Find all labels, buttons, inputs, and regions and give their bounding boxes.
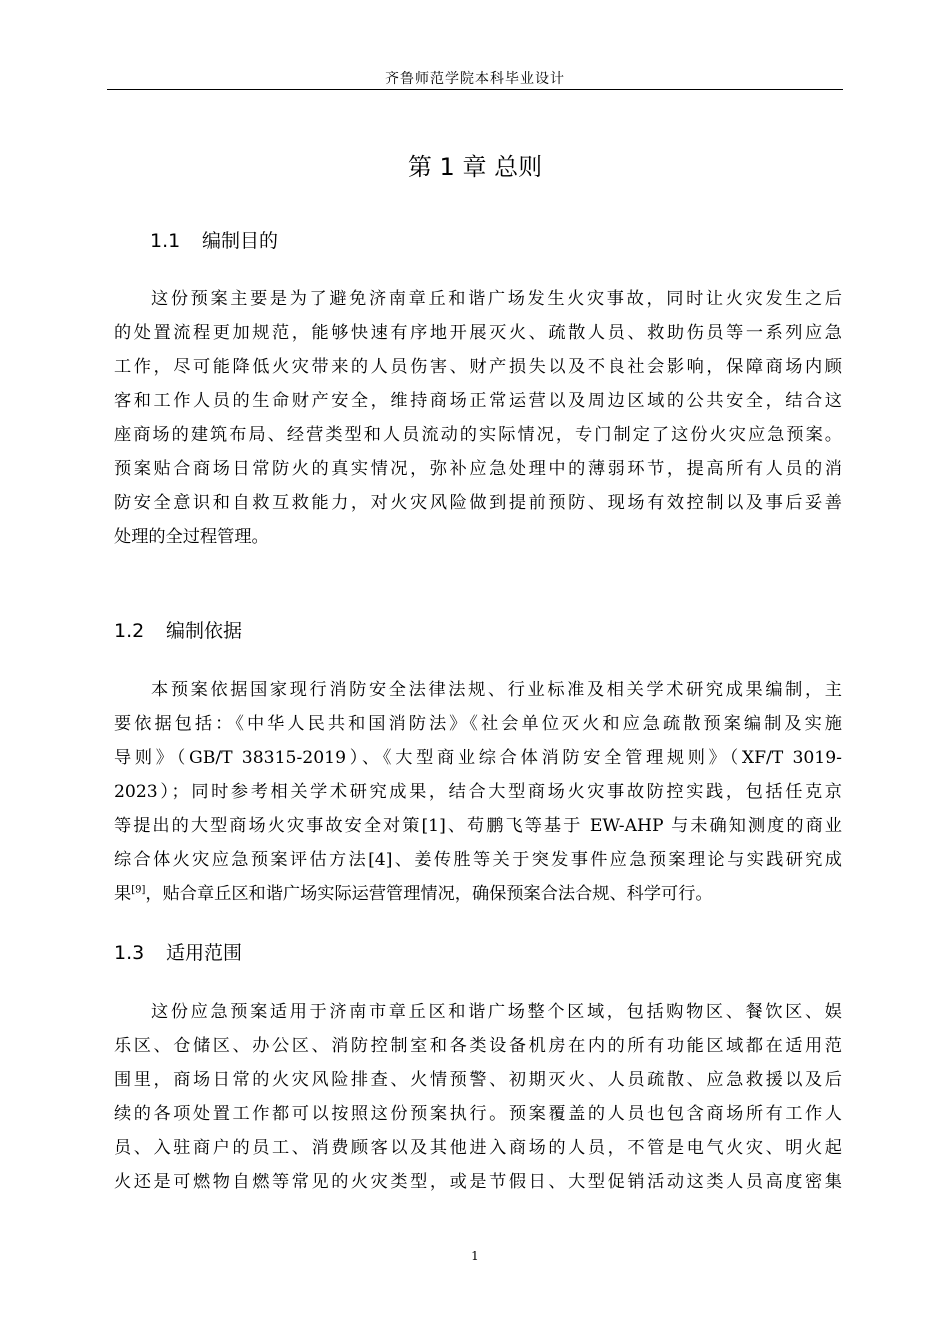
- text-line: 续的各项处置工作都可以按照这份预案执行。预案覆盖的人员也包含商场所有工作人: [114, 1104, 842, 1124]
- text-line: 防安全意识和自救互救能力，对火灾风险做到提前预防、现场有效控制以及事后妥善: [114, 493, 842, 513]
- page-number: 1: [471, 1249, 479, 1263]
- text-line: 员、入驻商户的员工、消费顾客以及其他进入商场的人员，不管是电气火灾、明火起: [114, 1138, 842, 1158]
- section-heading-1-3: [114, 938, 242, 965]
- text-line: 等提出的大型商场火灾事故安全对策[1]、苟鹏飞等基于 EW-AHP 与未确知测度的商业: [114, 816, 842, 836]
- text-line: 这份应急预案适用于济南市章丘区和谐广场整个区域，包括购物区、餐饮区、娱: [151, 1002, 842, 1022]
- text-line: 的处置流程更加规范，能够快速有序地开展灭火、疏散人员、救助伤员等一系列应急: [114, 323, 842, 343]
- text-line: 处理的全过程管理。: [114, 527, 269, 547]
- paragraph-basis: [114, 673, 842, 911]
- text-fragment: 果: [114, 884, 132, 904]
- text-line: 综合体火灾应急预案评估方法[4]、姜传胜等关于突发事件应急预案理论与实践研究成: [114, 850, 842, 870]
- text-line: 围里，商场日常的火灾风险排查、火情预警、初期灭火、人员疏散、应急救援以及后: [114, 1070, 842, 1090]
- section-heading-1-2: [114, 616, 242, 643]
- text-line: 客和工作人员的生命财产安全，维持商场正常运营以及周边区域的公共安全，结合这: [114, 391, 842, 411]
- header-rule: [107, 89, 843, 90]
- section-number: 1.1: [150, 230, 181, 252]
- text-line: 座商场的建筑布局、经营类型和人员流动的实际情况，专门制定了这份火灾应急预案。: [114, 425, 842, 445]
- section-heading-1-1: [150, 226, 278, 253]
- text-line: 火还是可燃物自燃等常见的火灾类型，或是节假日、大型促销活动这类人员高度密集: [114, 1172, 842, 1192]
- section-title: 编制目的: [202, 230, 279, 252]
- text-line: 乐区、仓储区、办公区、消防控制室和各类设备机房在内的所有功能区域都在适用范: [114, 1036, 842, 1056]
- text-line: 2023）；同时参考相关学术研究成果，结合大型商场火灾事故防控实践，包括任克京: [114, 782, 842, 802]
- text-line: 导则》（GB/T 38315-2019）、《大型商业综合体消防安全管理规则》（XF/T 3019-: [114, 748, 842, 768]
- chapter-title: 第 1 章 总则: [407, 153, 543, 181]
- section-title: 编制依据: [166, 620, 243, 642]
- section-number: 1.2: [114, 620, 145, 642]
- text-fragment: ，贴合章丘区和谐广场实际运营管理情况，确保预案合法合规、科学可行。: [145, 884, 713, 904]
- citation-superscript: [9]: [131, 884, 146, 896]
- section-number: 1.3: [114, 942, 145, 964]
- paragraph-purpose: [114, 282, 842, 554]
- text-line: 这份预案主要是为了避免济南章丘和谐广场发生火灾事故，同时让火灾发生之后: [151, 289, 842, 309]
- paragraph-scope: [114, 995, 842, 1199]
- text-line: 工作，尽可能降低火灾带来的人员伤害、财产损失以及不良社会影响，保障商场内顾: [114, 357, 842, 377]
- running-header: 齐鲁师范学院本科毕业设计: [385, 71, 565, 87]
- text-line: 预案贴合商场日常防火的真实情况，弥补应急处理中的薄弱环节，提高所有人员的消: [114, 459, 842, 479]
- text-line: [114, 877, 842, 911]
- text-line: 要依据包括：《中华人民共和国消防法》《社会单位灭火和应急疏散预案编制及实施: [114, 714, 842, 734]
- section-title: 适用范围: [166, 942, 243, 964]
- text-line: 本预案依据国家现行消防安全法律法规、行业标准及相关学术研究成果编制，主: [151, 680, 842, 700]
